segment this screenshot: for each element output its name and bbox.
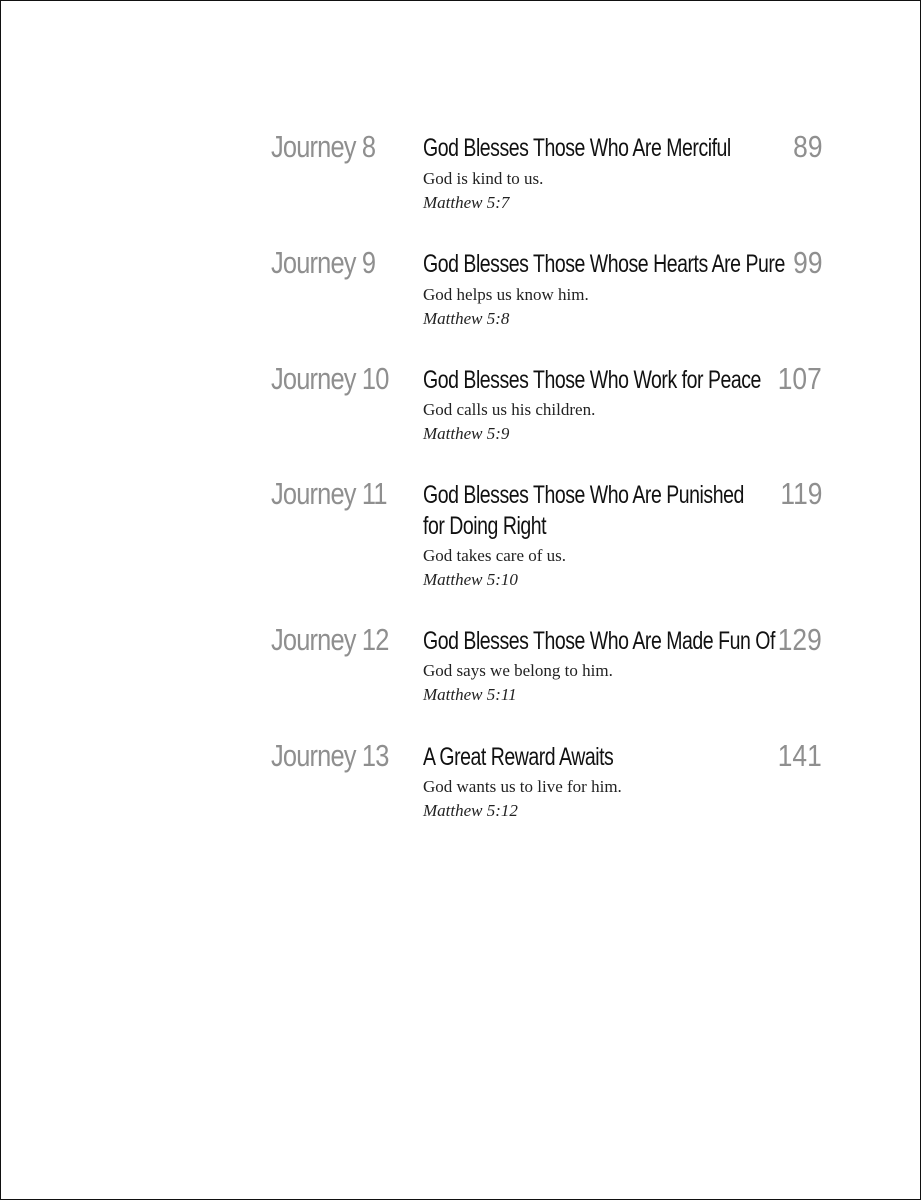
chapter-title-line-1: God Blesses Those Who Are Punished	[423, 481, 744, 509]
chapter-description: God is kind to us.	[423, 169, 544, 188]
page-number: 119	[779, 476, 822, 511]
journey-label: Journey 12	[271, 622, 389, 657]
chapter-title: God Blesses Those Who Work for Peace	[423, 366, 761, 394]
journey-label: Journey 8	[271, 129, 376, 164]
page-number: 99	[792, 245, 822, 280]
scripture-reference: Matthew 5:10	[423, 570, 518, 589]
chapter-title: A Great Reward Awaits	[423, 743, 614, 771]
scripture-reference: Matthew 5:9	[423, 424, 510, 443]
page-number: 129	[778, 622, 822, 657]
chapter-title: God Blesses Those Whose Hearts Are Pure	[423, 250, 785, 278]
scripture-reference: Matthew 5:8	[423, 309, 510, 328]
scripture-reference: Matthew 5:7	[423, 193, 510, 212]
chapter-title-line-2: for Doing Right	[423, 512, 547, 540]
chapter-description: God calls us his children.	[423, 400, 596, 419]
chapter-title: God Blesses Those Who Are Made Fun Of	[423, 627, 775, 655]
scripture-reference: Matthew 5:11	[423, 685, 517, 704]
chapter-description: God takes care of us.	[423, 546, 567, 565]
chapter-description: God wants us to live for him.	[423, 777, 622, 796]
page-number: 107	[778, 361, 822, 396]
chapter-description: God helps us know him.	[423, 285, 589, 304]
chapter-title: God Blesses Those Who Are Merciful	[423, 134, 731, 162]
page-number: 141	[778, 738, 822, 773]
journey-label: Journey 13	[271, 738, 389, 773]
journey-label: Journey 11	[271, 476, 387, 511]
journey-label: Journey 10	[271, 361, 389, 396]
scripture-reference: Matthew 5:12	[423, 801, 518, 820]
journey-label: Journey 9	[271, 245, 376, 280]
chapter-description: God says we belong to him.	[423, 661, 613, 680]
page-number: 89	[792, 129, 822, 164]
